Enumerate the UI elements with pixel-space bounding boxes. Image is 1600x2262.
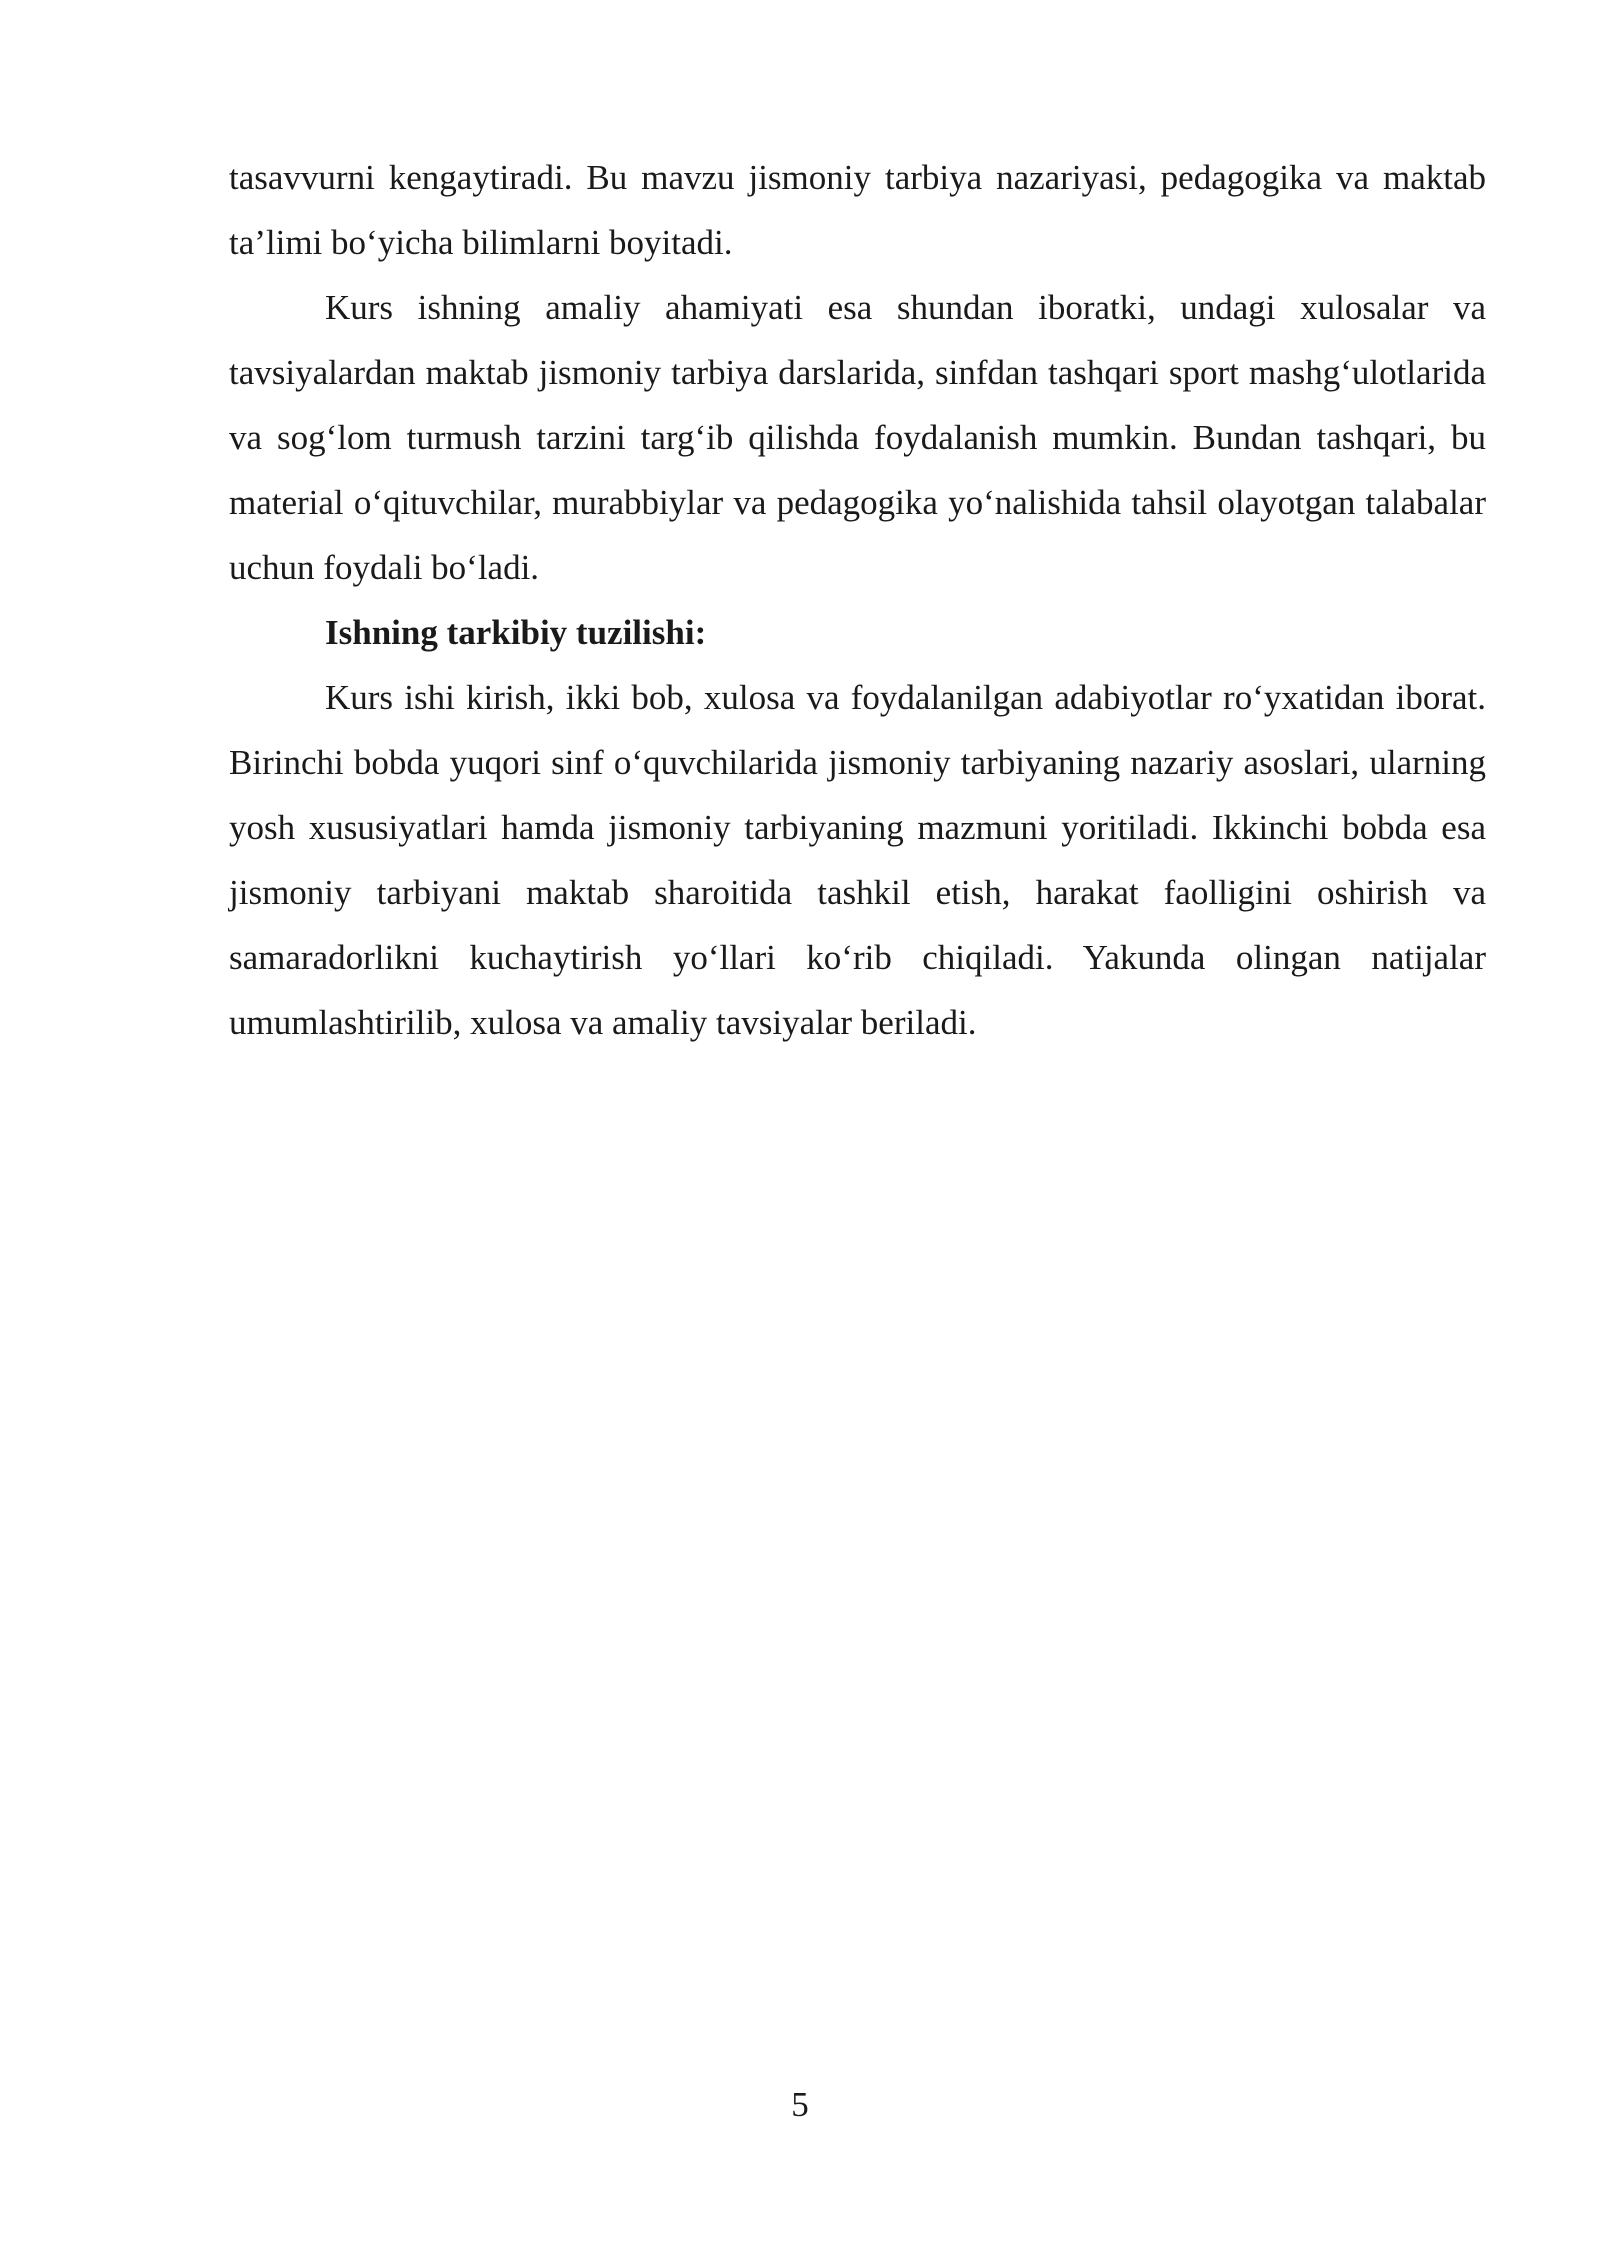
page-number: 5 xyxy=(791,2085,809,2124)
page-body xyxy=(229,145,1486,1055)
paragraph-structure: Kurs ishi kirish, ikki bob, xulosa va foydalanilgan adabiyotlar ro‘yxatidan iborat. Birinchi bobda yuqori sinf o‘quvchilarida jismoniy tarbiyaning nazariy asoslari, ularning yosh xususiyatlari hamda jismoniy tarbiyaning mazmuni yoritiladi. Ikkinchi bobda esa jismoniy tarbiyani maktab sharoitida tashkil etish, harakat faolligini oshirish va samaradorlikni kuchaytirish yo‘llari ko‘rib chiqiladi. Yakunda olingan natijalar umumlashtirilib, xulosa va amaliy tavsiyalar beriladi. xyxy=(229,678,1486,1042)
paragraph-practical-significance: Kurs ishning amaliy ahamiyati esa shundan iboratki, undagi xulosalar va tavsiyalardan maktab jismoniy tarbiya darslarida, sinfdan tashqari sport mashg‘ulotlarida va sog‘lom turmush tarzini targ‘ib qilishda foydalanish mumkin. Bundan tashqari, bu material o‘qituvchilar, murabbiylar va pedagogika yo‘nalishida tahsil olayotgan talabalar uchun foydali bo‘ladi. xyxy=(229,288,1486,587)
section-heading: Ishning tarkibiy tuzilishi: xyxy=(325,613,707,652)
paragraph-continuation: tasavvurni kengaytiradi. Bu mavzu jismoniy tarbiya nazariyasi, pedagogika va maktab ta’limi bo‘yicha bilimlarni boyitadi. xyxy=(229,158,1486,262)
